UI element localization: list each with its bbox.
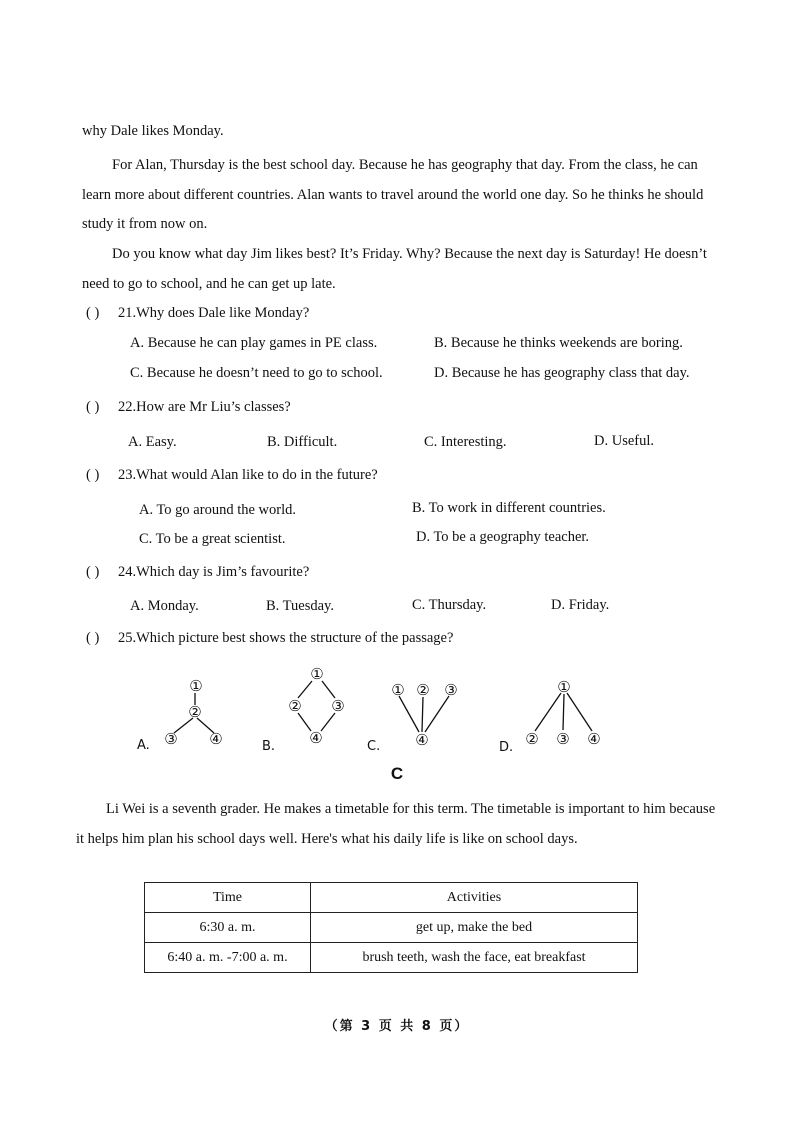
node-4: ④: [415, 731, 429, 749]
cell-time: 6:30 a. m.: [145, 913, 311, 943]
node-3: ③: [164, 730, 178, 748]
q21-option-b: B. Because he thinks weekends are boring.: [434, 335, 683, 351]
q24-option-c: C. Thursday.: [412, 597, 487, 613]
header-activities: Activities: [311, 883, 638, 913]
cell-activity: brush teeth, wash the face, eat breakfast: [311, 943, 638, 973]
q22-option-b: B. Difficult.: [267, 434, 338, 450]
node-2: ②: [416, 681, 430, 699]
node-4: ④: [209, 730, 223, 748]
answer-blank[interactable]: ( ): [86, 467, 100, 483]
page-number: （第 3 页 共 8 页）: [324, 1019, 470, 1034]
question-stem: 22.How are Mr Liu’s classes?: [118, 399, 291, 415]
timetable: [144, 882, 638, 973]
table-row: [145, 943, 638, 973]
question-22: [86, 399, 291, 416]
table-header-row: [145, 883, 638, 913]
node-2: ②: [288, 697, 302, 715]
diagram-label-d: D.: [499, 740, 514, 755]
table-row: [145, 913, 638, 943]
node-3: ③: [556, 730, 570, 748]
node-1: ①: [310, 665, 324, 683]
node-1: ①: [189, 677, 203, 695]
question-21: [86, 305, 309, 322]
question-stem: 21.Why does Dale like Monday?: [118, 305, 310, 321]
node-4: ④: [587, 730, 601, 748]
q21-option-c: C. Because he doesn’t need to go to school.: [130, 365, 383, 381]
passage-paragraph-alan: For Alan, Thursday is the best school day. Because he has geography that day. From the class, he can learn more about different countries. Alan wants to travel around the world one day. So he thinks he should study it from now on.: [82, 157, 704, 232]
q23-option-c: C. To be a great scientist.: [139, 531, 286, 547]
q21-option-d: D. Because he has geography class that day.: [434, 365, 690, 381]
q24-option-a: A. Monday.: [130, 598, 199, 614]
q23-option-b: B. To work in different countries.: [412, 500, 606, 516]
question-stem: 23.What would Alan like to do in the future?: [118, 467, 378, 483]
diagram-label-c: C.: [367, 739, 381, 754]
node-1: ①: [391, 681, 405, 699]
cell-activity: get up, make the bed: [311, 913, 638, 943]
q24-option-b: B. Tuesday.: [266, 598, 334, 614]
diagram-label-a: A.: [137, 738, 150, 753]
passage-c-paragraph: Li Wei is a seventh grader. He makes a timetable for this term. The timetable is important to him because it helps him plan his school days well. Here's what his daily life is like on school days.: [76, 801, 716, 847]
q22-option-a: A. Easy.: [128, 434, 177, 450]
node-4: ④: [309, 729, 323, 747]
q22-option-d: D. Useful.: [594, 433, 655, 449]
q22-option-c: C. Interesting.: [424, 434, 507, 450]
answer-blank[interactable]: ( ): [86, 305, 100, 321]
node-2: ②: [188, 703, 202, 721]
question-25: [86, 630, 453, 647]
node-2: ②: [525, 730, 539, 748]
cell-time: 6:40 a. m. -7:00 a. m.: [145, 943, 311, 973]
q23-option-a: A. To go around the world.: [139, 502, 296, 518]
section-heading-c: C: [390, 764, 404, 783]
question-23: [86, 467, 378, 484]
q21-option-a: A. Because he can play games in PE class.: [130, 335, 378, 351]
q24-option-d: D. Friday.: [551, 597, 610, 613]
header-time: Time: [145, 883, 311, 913]
answer-blank[interactable]: ( ): [86, 564, 100, 580]
answer-blank[interactable]: ( ): [86, 630, 100, 646]
question-24: [86, 564, 309, 581]
node-3: ③: [444, 681, 458, 699]
answer-blank[interactable]: ( ): [86, 399, 100, 415]
q23-option-d: D. To be a geography teacher.: [416, 529, 590, 545]
structure-diagrams: [0, 660, 794, 760]
node-3: ③: [331, 697, 345, 715]
question-stem: 24.Which day is Jim’s favourite?: [118, 564, 310, 580]
question-stem: 25.Which picture best shows the structure of the passage?: [118, 630, 454, 646]
diagram-label-b: B.: [262, 739, 276, 754]
passage-line: why Dale likes Monday.: [82, 123, 224, 139]
passage-paragraph-jim: Do you know what day Jim likes best? It’s Friday. Why? Because the next day is Saturday! He doesn’t need to go to school, and he can get up late.: [82, 246, 707, 292]
node-1: ①: [557, 678, 571, 696]
